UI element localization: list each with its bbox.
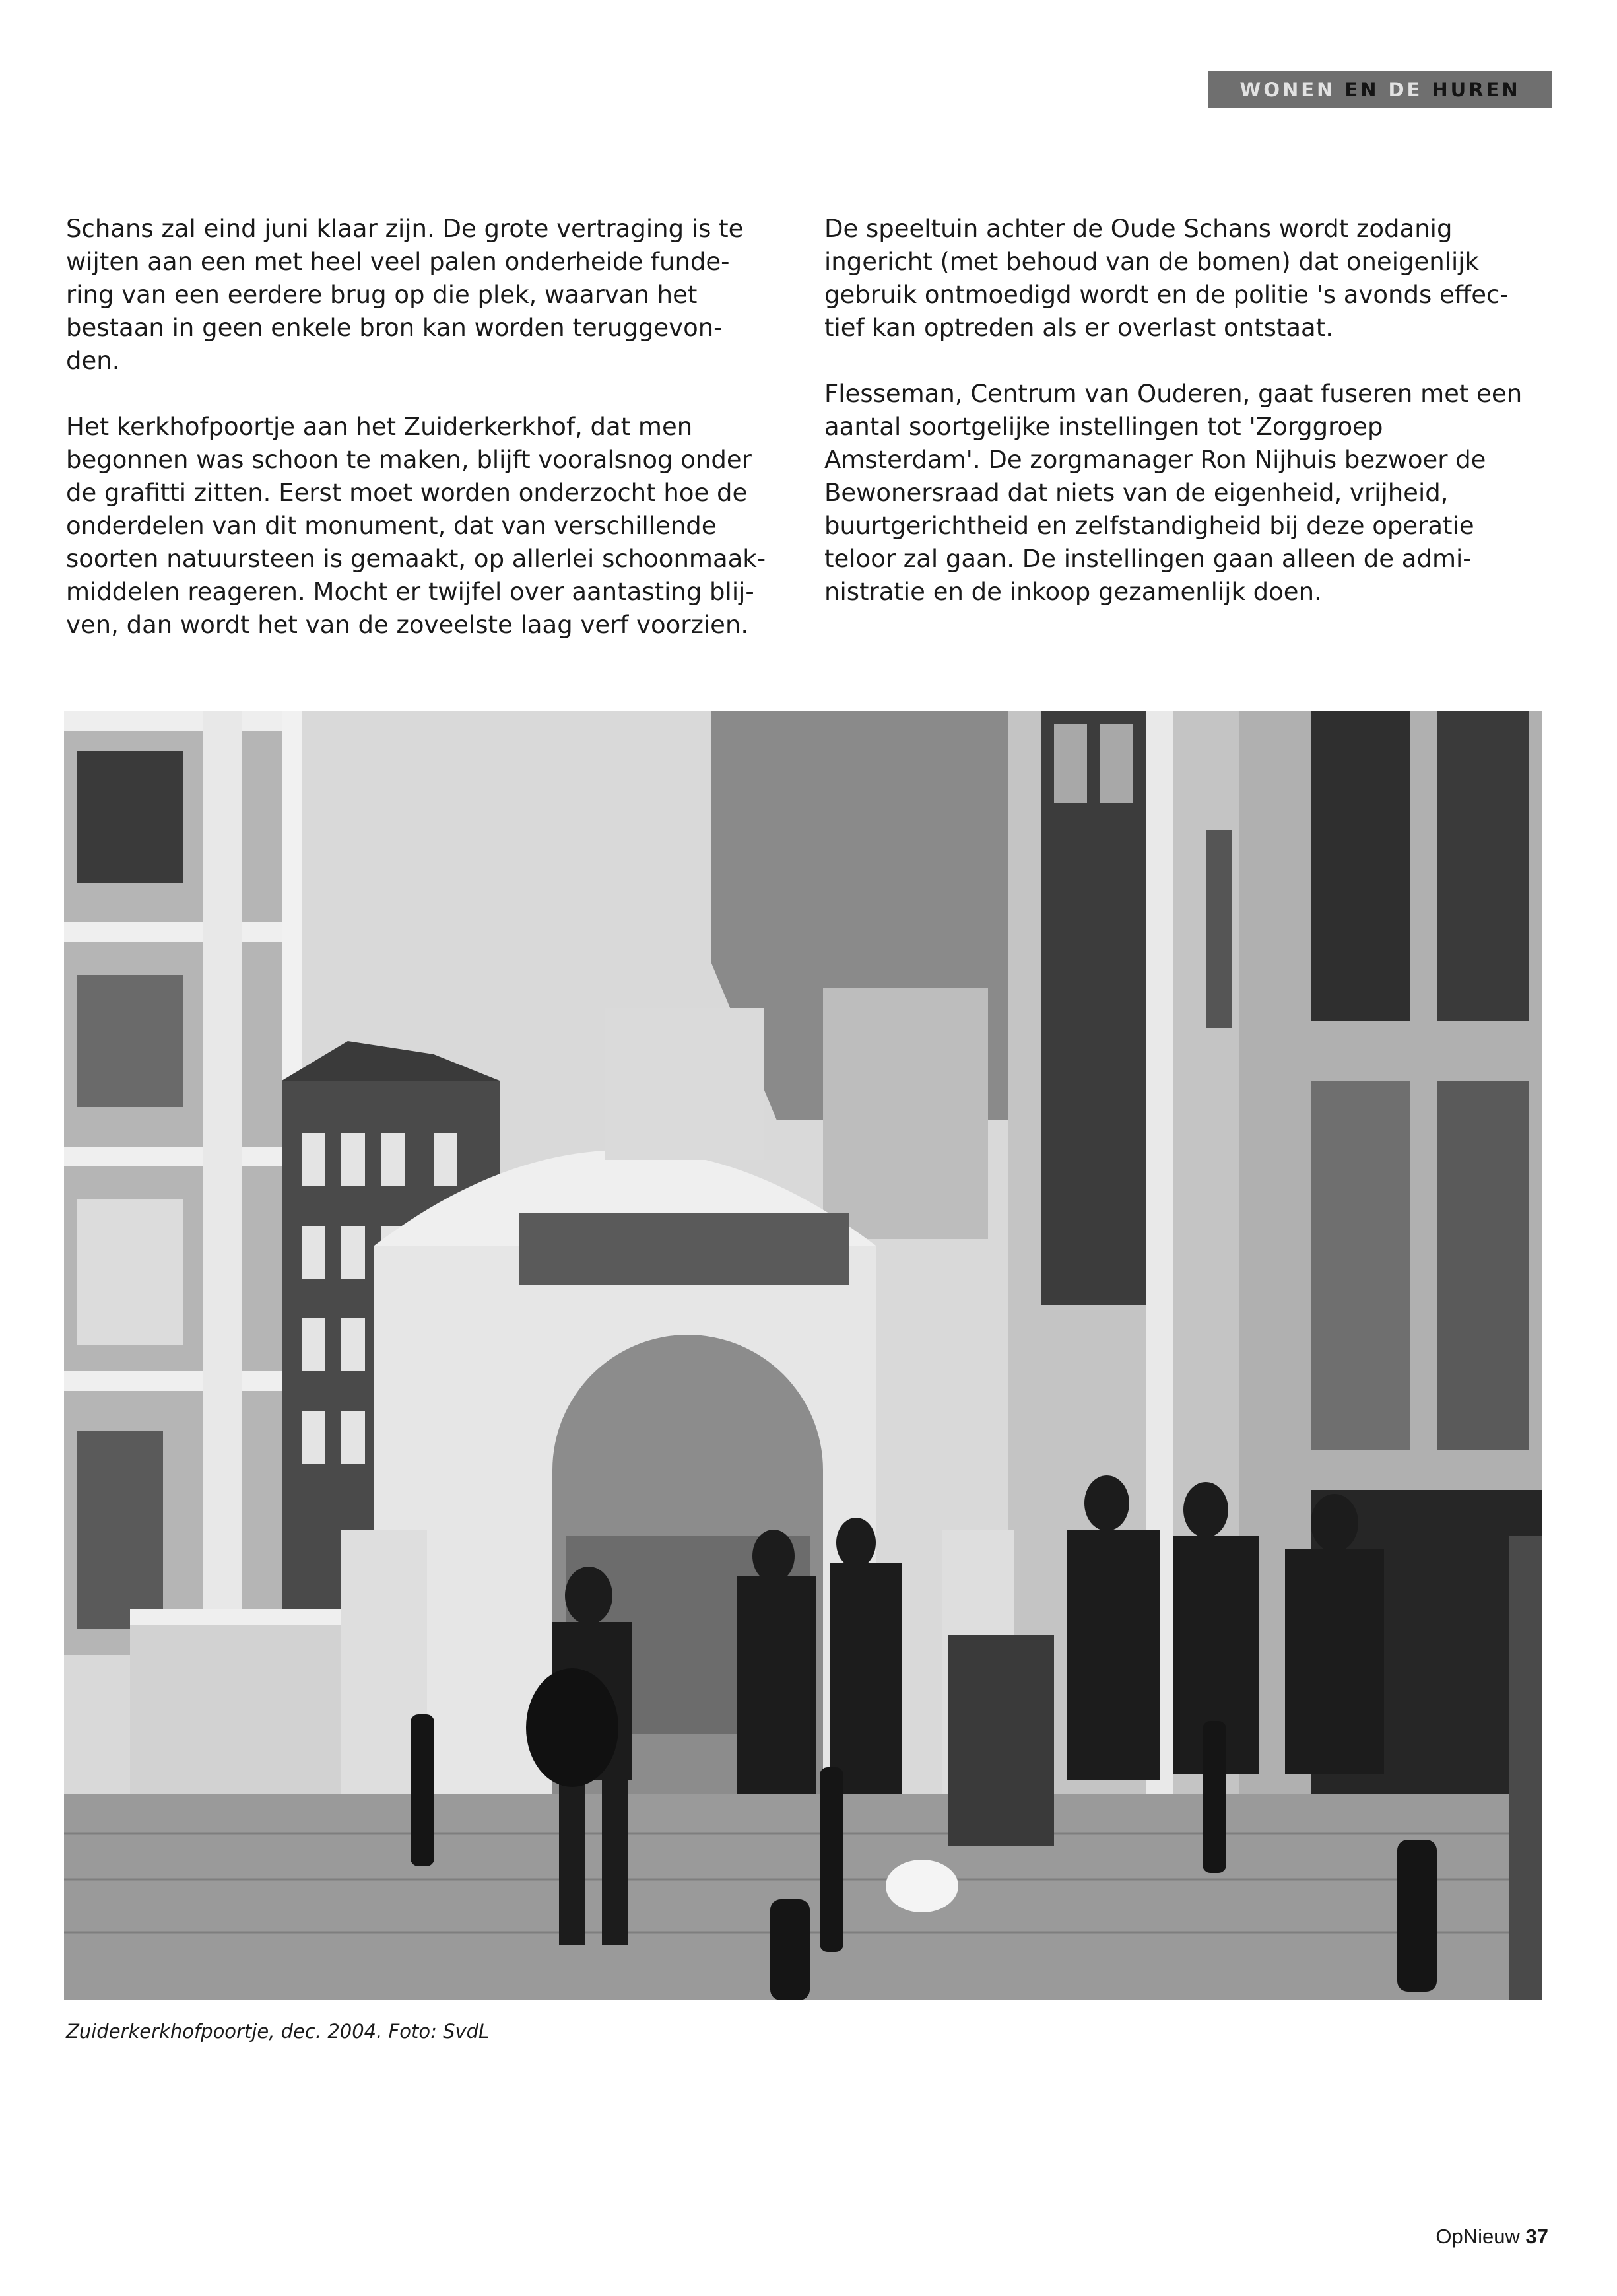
- section-header: [1208, 71, 1552, 108]
- photo-zuiderkerkhof-gate: [64, 711, 1542, 2000]
- page-footer: [1436, 2225, 1548, 2248]
- photo-caption: Zuiderkerkhofpoortje, dec. 2004. Foto: SvdL: [66, 2020, 490, 2043]
- right-paragraph-1: De speeltuin achter de Oude Schans wordt zodanig ingericht (met behoud van de bomen) dat oneigenlijk gebruik ontmoedigd wordt en de politie 's avonds effec- tief kan optreden als er overlast ontstaat.: [824, 215, 1509, 342]
- page-number: 37: [1525, 2225, 1548, 2248]
- right-text-column: [824, 213, 1564, 609]
- magazine-name: OpNieuw: [1436, 2225, 1520, 2248]
- section-header-word-2: EN: [1344, 79, 1379, 101]
- section-header-word-4: HUREN: [1432, 79, 1521, 101]
- left-text-column: [66, 213, 805, 642]
- left-paragraph-1: Schans zal eind juni klaar zijn. De grote vertraging is te wijten aan een met heel veel palen onderheide funde- ring van een eerdere brug op die plek, waarvan het bestaan in geen enkele bron kan worden teruggevon- den.: [66, 215, 744, 375]
- section-header-word-1: WONEN: [1239, 79, 1336, 101]
- left-paragraph-2: Het kerkhofpoortje aan het Zuiderkerkhof, dat men begonnen was schoon te maken, blijft vooralsnog onder de grafitti zitten. Eerst moet worden onderzocht hoe de onderdelen van dit monument, dat van verschillende soorten natuursteen is gemaakt, op allerlei schoonmaak- middelen reageren. Mocht er twijfel over aantasting blij- ven, dan wordt het van de zoveelste laag verf voorzien.: [66, 413, 766, 639]
- section-header-word-3: DE: [1388, 79, 1423, 101]
- right-paragraph-2: Flesseman, Centrum van Ouderen, gaat fuseren met een aantal soortgelijke instellingen tot 'Zorggroep Amsterdam'. De zorgmanager Ron Nijhuis bezwoer de Bewonersraad dat niets van de eigenheid, vrijheid, buurtgerichtheid en zelfstandigheid bij deze operatie teloor zal gaan. De instellingen gaan alleen de admi- nistratie en de inkoop gezamenlijk doen.: [824, 380, 1523, 606]
- photo-illustration: [64, 711, 1542, 2000]
